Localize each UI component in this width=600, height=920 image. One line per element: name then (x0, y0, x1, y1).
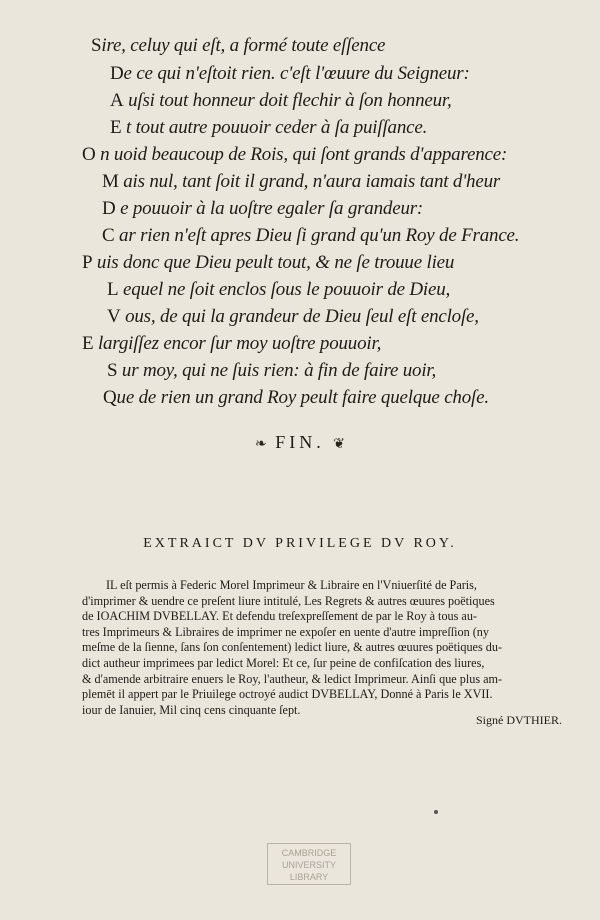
poem-line: C ar rien n'eſt apres Dieu ſi grand qu'un Roy de France. (102, 225, 520, 246)
poem-line: P uis donc que Dieu peult tout, & ne ſe trouue lieu (82, 252, 455, 273)
privilege-line: d'imprimer & uendre ce preſent liure intitulé, Les Regrets & autres œuures poëtiques (82, 593, 495, 608)
privilege-text (82, 578, 540, 718)
poem-line: E largiſſez encor ſur moy uoſtre pouuoir, (82, 333, 382, 354)
fleuron-right-icon: ❦ (333, 437, 345, 452)
privilege-line: & d'amende arbitraire enuers le Roy, l'autheur, & ledict Imprimeur. Ainſi que plus am- (82, 671, 503, 686)
poem-line: M ais nul, tant ſoit il grand, n'aura iamais tant d'heur (102, 171, 501, 192)
ink-spot (434, 810, 438, 814)
stamp-line: UNIVERSITY (281, 860, 336, 870)
stamp-line: LIBRARY (289, 872, 329, 882)
privilege-line: meſme de la ſienne, ſans ſon conſentement) ledict liure, & autres œuures poëtiques du- (82, 640, 502, 655)
fin-colophon (0, 432, 600, 453)
signature: Signé DVTHIER. (476, 713, 562, 727)
poem-line: L equel ne ſoit enclos ſous le pouuoir de Dieu, (107, 279, 451, 300)
poem-line: De ce qui n'eſtoit rien. c'eſt l'œuure du Seigneur: (110, 63, 470, 84)
privilege-line: dict autheur imprimees par ledict Morel: Et ce, ſur peine de confiſcation des liures, (82, 655, 485, 670)
fleuron-left-icon: ❧ (255, 437, 267, 452)
poem-line: E t tout autre pouuoir ceder à ſa puiſſance. (110, 117, 428, 138)
poem-line: D e pouuoir à la uoſtre egaler ſa grandeur: (102, 198, 424, 219)
library-stamp (267, 843, 351, 885)
poem-line: S ur moy, qui ne ſuis rien: à fin de faire uoir, (107, 360, 437, 381)
privilege-line: plemēt il appert par le Priuilege octroyé audict DVBELLAY, Donné à Paris le XVII. (82, 687, 493, 702)
poem-line: Que de rien un grand Roy peult faire quelque choſe. (103, 387, 489, 408)
privilege-line: IL eſt permis à Federic Morel Imprimeur & Libraire en l'Vniuerſité de Paris, (106, 578, 477, 592)
poem-line: Sire, celuy qui eſt, a formé toute eſſence (91, 35, 386, 56)
privilege-line: iour de Ianuier, Mil cinq cens cinquante ſept. (82, 702, 301, 717)
privilege-line: tres Imprimeurs & Libraires de imprimer ne expoſer en uente d'autre impreſſion (ny (82, 624, 489, 639)
poem-line: V ous, de qui la grandeur de Dieu ſeul eſt encloſe, (107, 306, 479, 327)
privilege-line: de IOACHIM DVBELLAY. Et defendu treſexpreſſement de par le Roy à tous au- (82, 609, 477, 624)
poem-line: A uſsi tout honneur doit flechir à ſon honneur, (110, 90, 452, 111)
fin-label: FIN. (275, 432, 325, 452)
poem-line: O n uoid beaucoup de Rois, qui ſont grands d'apparence: (82, 144, 508, 165)
stamp-line: CAMBRIDGE (281, 848, 337, 858)
privilege-title: EXTRAICT DV PRIVILEGE DV ROY. (143, 536, 457, 551)
